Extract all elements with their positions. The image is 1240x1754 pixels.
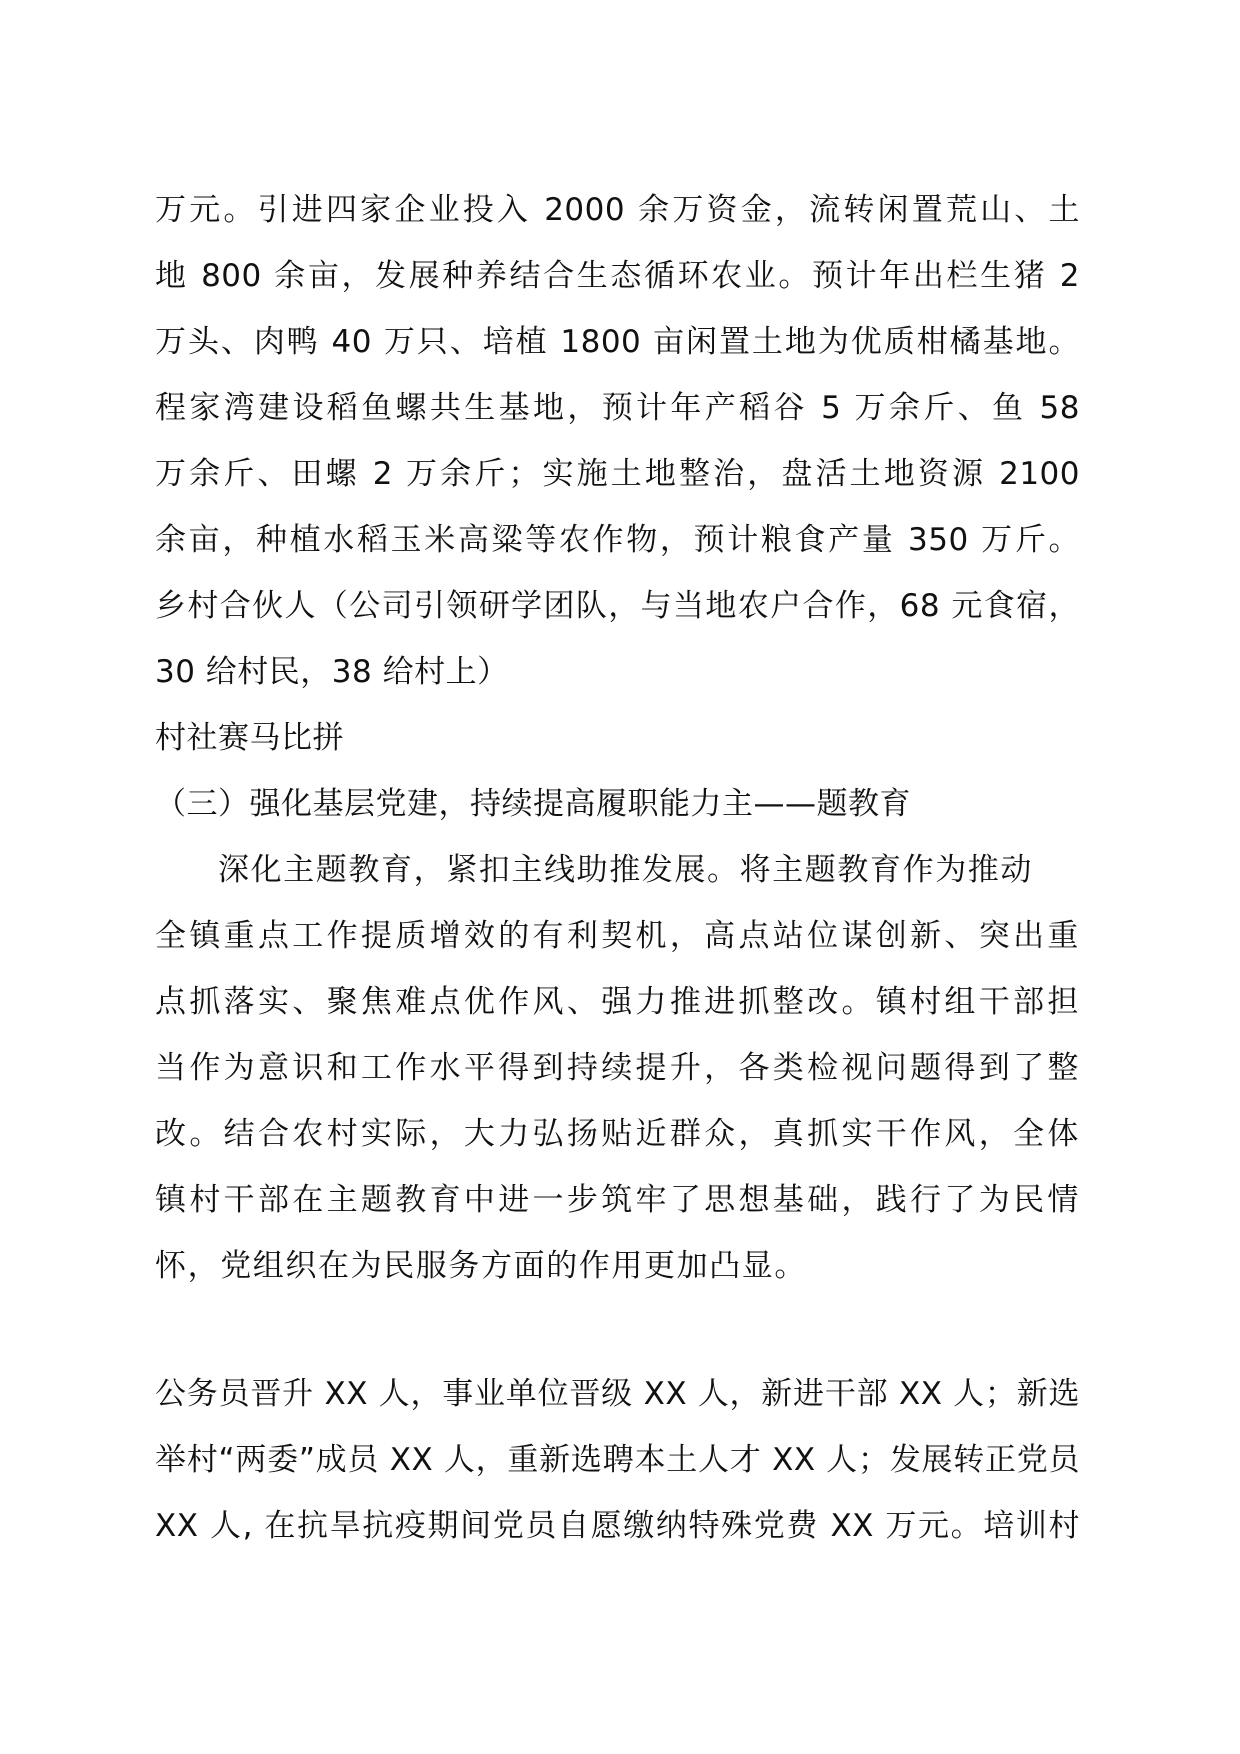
paragraph-line: 镇村干部在主题教育中进一步筑牢了思想基础，践行了为民情 <box>155 1182 1080 1218</box>
paragraph-line: 怀，党组织在为民服务方面的作用更加凸显。 <box>155 1248 807 1284</box>
paragraph-line: 当作为意识和工作水平得到持续提升，各类检视问题得到了整 <box>155 1050 1080 1086</box>
paragraph-line: 举村“两委”成员 XX 人，重新选聘本土人才 XX 人；发展转正党员 <box>155 1442 1080 1478</box>
paragraph-line: 点抓落实、聚焦难点优作风、强力推进抓整改。镇村组干部担 <box>155 984 1080 1020</box>
paragraph-line: 公务员晋升 XX 人，事业单位晋级 XX 人，新进干部 XX 人；新选 <box>155 1376 1080 1412</box>
paragraph-line: 万余斤、田螺 2 万余斤；实施土地整治，盘活土地资源 2100 <box>155 456 1080 492</box>
paragraph-line: 村社赛马比拼 <box>155 720 344 756</box>
paragraph-line: 全镇重点工作提质增效的有利契机，高点站位谋创新、突出重 <box>155 918 1080 954</box>
paragraph-line: XX 人, 在抗旱抗疫期间党员自愿缴纳特殊党费 XX 万元。培训村 <box>155 1508 1080 1544</box>
paragraph-line: 深化主题教育，紧扣主线助推发展。将主题教育作为推动 <box>218 852 1033 888</box>
paragraph-line: 余亩，种植水稻玉米高粱等农作物，预计粮食产量 350 万斤。 <box>155 522 1080 558</box>
paragraph-line: 万头、肉鸭 40 万只、培植 1800 亩闲置土地为优质柑橘基地。 <box>155 324 1080 360</box>
paragraph-line: 改。结合农村实际，大力弘扬贴近群众，真抓实干作风，全体 <box>155 1116 1080 1152</box>
section-heading: （三）强化基层党建，持续提高履职能力主——题教育 <box>155 786 911 822</box>
paragraph-line: 地 800 余亩，发展种养结合生态循环农业。预计年出栏生猪 2 <box>155 258 1080 294</box>
paragraph-line: 乡村合伙人（公司引领研学团队，与当地农户合作，68 元食宿， <box>155 588 1080 624</box>
paragraph-line: 万元。引进四家企业投入 2000 余万资金，流转闲置荒山、土 <box>155 192 1080 228</box>
paragraph-line: 30 给村民，38 给村上） <box>155 654 509 690</box>
paragraph-line: 程家湾建设稻鱼螺共生基地，预计年产稻谷 5 万余斤、鱼 58 <box>155 390 1080 426</box>
